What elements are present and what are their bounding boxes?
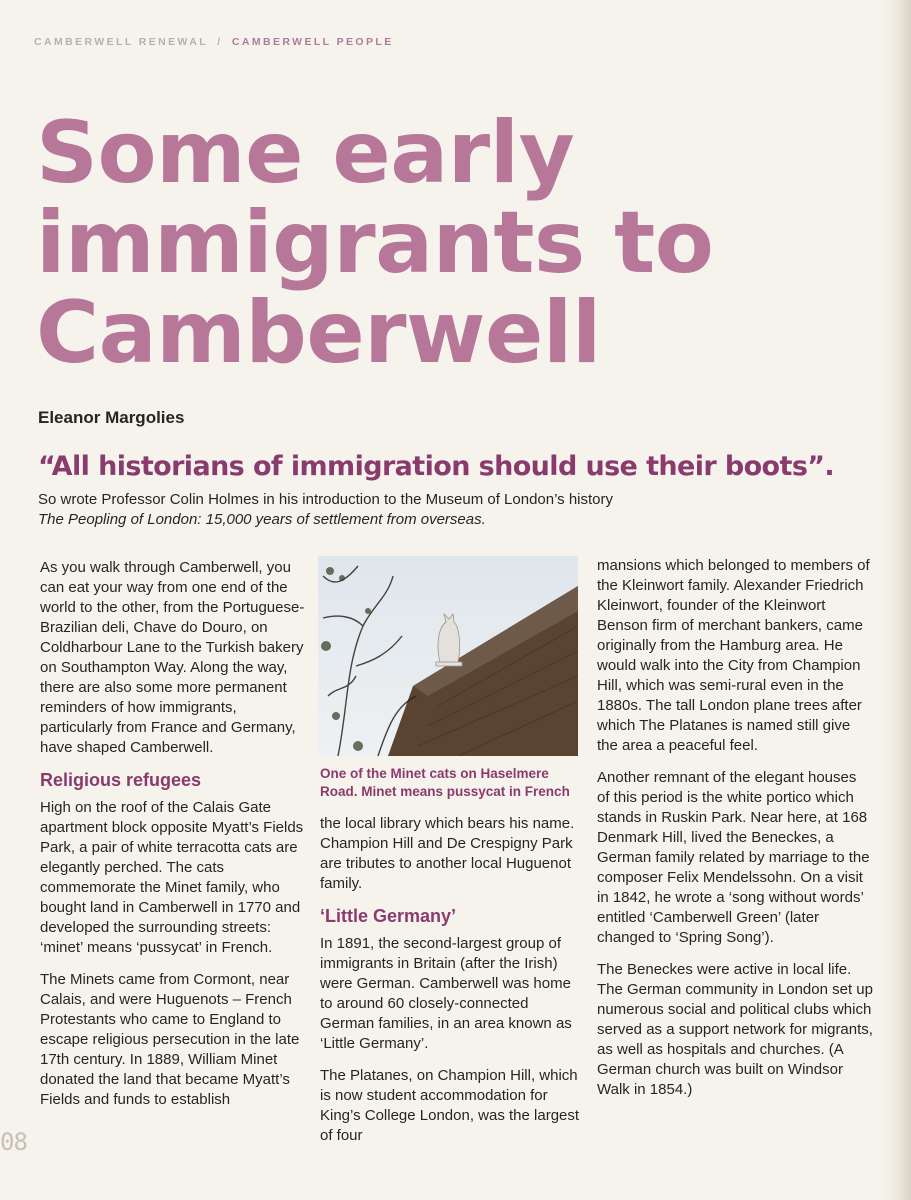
breadcrumb: [34, 36, 394, 48]
article-title: Some early immigrants to Camberwell: [36, 103, 714, 383]
photo-caption: One of the Minet cats on Haselmere Road. Minet means pussycat in French: [320, 766, 570, 799]
intro-book-title: The Peopling of London: 15,000 years of settlement from overseas.: [38, 511, 486, 528]
breadcrumb-separator: /: [217, 36, 223, 48]
page-spine-shadow: [885, 0, 911, 1200]
pull-quote: “All historians of immigration should use their boots”.: [38, 451, 835, 482]
col3-paragraph-2: Another remnant of the elegant houses of this period is the white portico which stands in Ruskin Park. Near here, at 168 Denmark Hill, lived the Beneckes, a German family related by marriage to the composer Felix Mendelssohn. On a visit in 1842, he wrote a ‘song without words’ entitled ‘Camberwell Green’ (later changed to ‘Spring Song’).: [597, 769, 870, 946]
col3-paragraph-1: mansions which belonged to members of the Kleinwort family. Alexander Friedrich Kleinwort, founder of the Kleinwort Benson firm of merchant bankers, came originally from the Hamburg area. He would walk into the City from Champion Hill, which was semi-rural even in the 1880s. The tall London plane trees after which The Platanes is named still give the area a peaceful feel.: [597, 557, 870, 754]
subheading-little-germany: ‘Little Germany’: [320, 906, 457, 926]
page-number: 08: [0, 1128, 27, 1156]
col2-paragraph-3: The Platanes, on Champion Hill, which is now student accommodation for King’s College London, was the largest of four: [320, 1067, 580, 1144]
col2-paragraph-1: the local library which bears his name. Champion Hill and De Crespigny Park are tributes to another local Huguenot family.: [320, 815, 575, 892]
col1-paragraph-3: The Minets came from Cormont, near Calais, and were Huguenots – French Protestants who came to England to escape religious persecution in the late 17th century. In 1889, William Minet donated the land that became Myatt’s Fields and funds to establish: [40, 971, 300, 1108]
minet-cat-illustration: [318, 556, 578, 756]
subheading-religious-refugees: Religious refugees: [40, 770, 202, 790]
breadcrumb-section: CAMBERWELL RENEWAL: [34, 36, 208, 48]
minet-cat-photo: [318, 556, 578, 756]
column-1: [40, 558, 308, 1122]
breadcrumb-subsection: CAMBERWELL PEOPLE: [231, 36, 394, 48]
column-2: [320, 814, 582, 1158]
intro-text: So wrote Professor Colin Holmes in his introduction to the Museum of London’s history: [38, 491, 614, 508]
col3-paragraph-3: The Beneckes were active in local life. The German community in London set up numerous social and political clubs which served as a support network for migrants, as well as hospitals and churches. (A German church was built on Windsor Walk in 1854.): [597, 961, 873, 1098]
col1-paragraph-2: High on the roof of the Calais Gate apartment block opposite Myatt’s Fields Park, a pair of white terracotta cats are elegantly perched. The cats commemorate the Minet family, who bought land in Camberwell in 1770 and developed the surrounding streets: ‘minet’ means ‘pussycat’ in French.: [40, 799, 304, 956]
col2-paragraph-2: In 1891, the second-largest group of immigrants in Britain (after the Irish) were German. Camberwell was home to around 60 closely-connected German families, in an area known as ‘Little Germany’.: [320, 935, 572, 1052]
col1-paragraph-1: As you walk through Camberwell, you can eat your way from one end of the world to the other, from the Portuguese-Brazilian deli, Chave do Douro, on Coldharbour Lane to the Turkish bakery on Southampton Way. Along the way, there are also some more permanent reminders of how immigrants, particularly from France and Germany, have shaped Camberwell.: [40, 559, 305, 756]
intro-paragraph: [38, 490, 858, 530]
column-3: [597, 556, 873, 1112]
article-author: Eleanor Margolies: [38, 408, 185, 427]
